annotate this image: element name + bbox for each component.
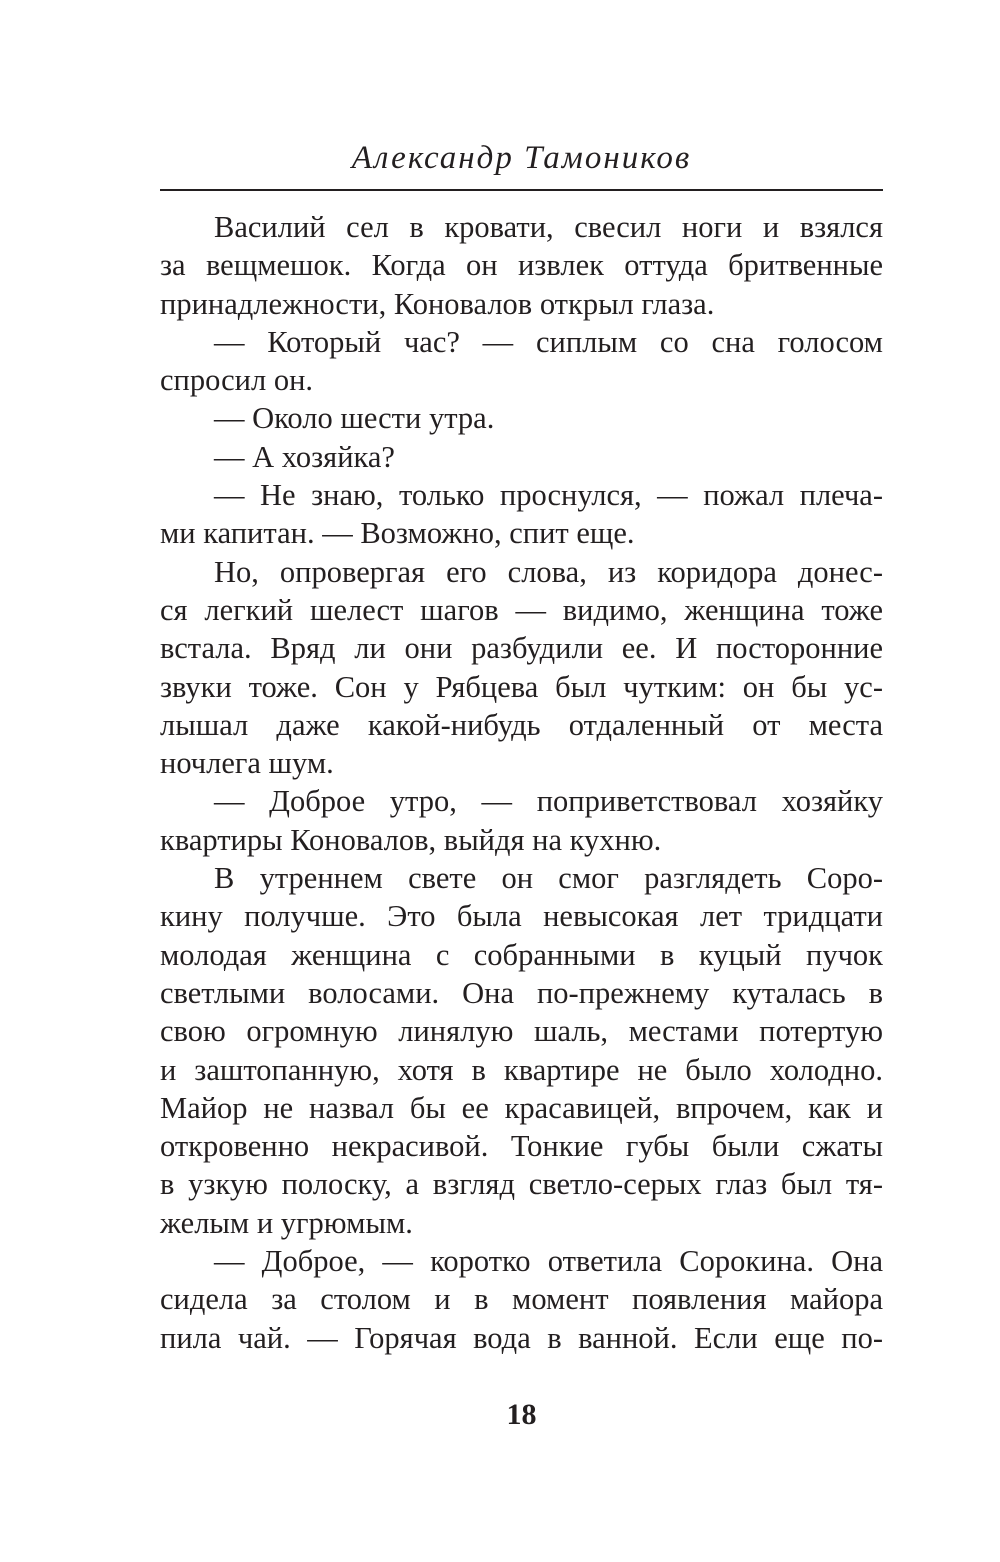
- text-line: свою огромную линялую шаль, местами потертую: [160, 1014, 883, 1049]
- text-line: встала. Вряд ли они разбудили ее. И посторонние: [160, 631, 883, 666]
- text-line: — Доброе, — коротко ответила Сорокина. Она: [214, 1244, 883, 1279]
- text-line: — Не знаю, только проснулся, — пожал плеча-: [214, 478, 883, 513]
- running-head-author: Александр Тамоников: [351, 140, 692, 176]
- page-number: 18: [506, 1398, 537, 1431]
- text-line: откровенно некрасивой. Тонкие губы были сжаты: [160, 1129, 883, 1164]
- header-divider: [160, 189, 883, 191]
- body-text: [160, 208, 883, 1357]
- text-line: сидела за столом и в момент появления майора: [160, 1282, 883, 1317]
- text-line: ночлега шум.: [160, 746, 334, 781]
- text-line: квартиры Коновалов, выйдя на кухню.: [160, 822, 662, 857]
- text-line: Василий сел в кровати, свесил ноги и взялся: [214, 210, 883, 244]
- text-line: звуки тоже. Сон у Рябцева был чутким: он бы ус-: [160, 669, 883, 704]
- text-line: молодая женщина с собранными в куцый пучок: [160, 937, 883, 972]
- text-line: спросил он.: [160, 363, 314, 398]
- text-line: ся легкий шелест шагов — видимо, женщина тоже: [160, 592, 883, 627]
- text-line: — Доброе утро, — поприветствовал хозяйку: [214, 784, 883, 819]
- text-line: светлыми волосами. Она по-прежнему куталась в: [160, 975, 883, 1010]
- text-line: В утреннем свете он смог разглядеть Соро-: [214, 861, 883, 896]
- text-line: Майор не назвал бы ее красавицей, впрочем, как и: [160, 1090, 883, 1125]
- text-line: ми капитан. — Возможно, спит еще.: [160, 516, 635, 551]
- text-line: — А хозяйка?: [214, 439, 395, 474]
- text-line: в узкую полоску, а взгляд светло-серых глаз был тя-: [160, 1167, 883, 1202]
- text-line: Но, опровергая его слова, из коридора донес-: [214, 554, 883, 589]
- text-line: — Который час? — сиплым со сна голосом: [214, 324, 883, 359]
- text-line: — Около шести утра.: [214, 401, 495, 436]
- text-line: за вещмешок. Когда он извлек оттуда бритвенные: [160, 248, 883, 283]
- text-line: кину получше. Это была невысокая лет тридцати: [160, 899, 883, 934]
- text-line: и заштопанную, хотя в квартире не было холодно.: [160, 1052, 883, 1087]
- text-line: принадлежности, Коновалов открыл глаза.: [160, 286, 715, 321]
- text-line: пила чай. — Горячая вода в ванной. Если еще по-: [160, 1320, 883, 1355]
- text-line: желым и угрюмым.: [160, 1205, 413, 1240]
- text-line: лышал даже какой-нибудь отдаленный от места: [160, 707, 883, 742]
